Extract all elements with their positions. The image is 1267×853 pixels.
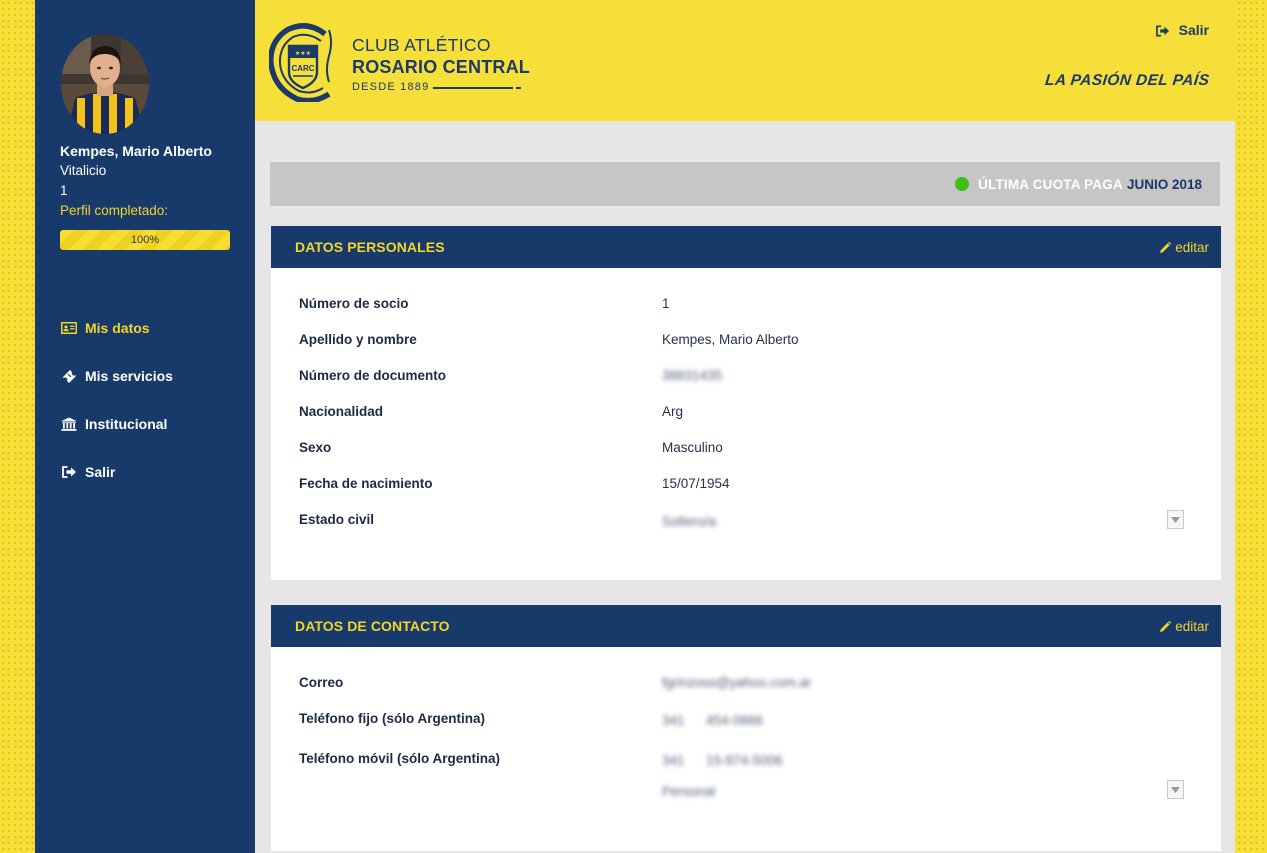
club-founded: DESDE 1889 [352,81,430,93]
personal-data-edit-button[interactable] [1159,240,1209,255]
header-logout-label: Salir [1178,22,1209,38]
header-logout-link[interactable] [1156,22,1209,38]
club-crest-logo [269,22,337,102]
field-value-landline-number: 454-0866 [706,713,764,728]
sidebar-item-salir[interactable] [60,464,115,480]
field-label-email: Correo [299,675,344,690]
field-value-mobile-number: 15-974-5006 [706,753,783,768]
profile-completion-bar [60,230,230,250]
avatar-photo [61,34,149,134]
contact-data-edit-label: editar [1175,619,1209,634]
contact-data-card [271,605,1221,851]
sidebar-item-label: Mis servicios [85,368,173,384]
field-value-member-number: 1 [662,296,670,311]
sign-out-icon [1156,24,1170,36]
personal-data-title: DATOS PERSONALES [295,239,445,255]
contact-data-title: DATOS DE CONTACTO [295,618,450,634]
profile-category: Vitalicio [60,163,107,178]
status-label: ÚLTIMA CUOTA PAGA [978,176,1123,192]
membership-status-bar [270,162,1220,206]
profile-member-number: 1 [60,183,68,198]
pencil-icon [1159,242,1171,254]
field-label-mobile: Teléfono móvil (sólo Argentina) [299,751,501,766]
field-value-mobile-area: 341 [662,753,685,768]
sidebar-item-label: Salir [85,464,116,480]
field-label-document-number: Número de documento [299,368,447,383]
mobile-carrier-dropdown-button[interactable] [1167,780,1184,799]
sidebar-item-mis-datos[interactable] [60,320,150,336]
field-label-sex: Sexo [299,440,332,455]
profile-completion-text: 100% [130,234,160,246]
field-value-nationality: Arg [662,404,684,419]
personal-data-header [271,226,1221,268]
svg-text:★★★: ★★★ [294,51,312,57]
field-value-email: fgrinzoss@yahoo.com.ar [662,675,812,690]
chevron-down-icon [1171,517,1180,523]
contact-data-header [271,605,1221,647]
sidebar-item-mis-servicios[interactable] [60,368,173,384]
pencil-icon [1159,621,1171,633]
field-value-document-number: 38831435 [662,368,723,383]
profile-name: Kempes, Mario Alberto [60,143,212,159]
field-value-full-name: Kempes, Mario Alberto [662,332,799,347]
field-label-birth-date: Fecha de nacimiento [299,476,433,491]
status-indicator-dot [955,177,969,191]
personal-data-edit-label: editar [1175,240,1209,255]
avatar [61,34,149,134]
club-name-line1: CLUB ATLÉTICO [352,35,491,55]
institution-icon [60,417,78,431]
club-founded-dash [516,87,521,89]
id-card-icon [60,321,78,335]
personal-data-card [271,226,1221,580]
crest-text: CARC [291,64,315,73]
sidebar-item-institucional[interactable] [60,416,167,432]
chevron-down-icon [1171,787,1180,793]
marital-status-select[interactable]: Soltero/a [662,514,717,529]
marital-status-dropdown-button[interactable] [1167,510,1184,529]
sign-out-icon [60,465,78,479]
field-value-sex: Masculino [662,440,723,455]
ticket-icon [60,369,78,383]
field-label-landline: Teléfono fijo (sólo Argentina) [299,711,485,726]
main-content [255,121,1235,853]
field-label-nationality: Nacionalidad [299,404,384,419]
status-value: JUNIO 2018 [1126,176,1202,192]
contact-data-edit-button[interactable] [1159,619,1209,634]
sidebar [35,0,255,853]
mobile-carrier-select[interactable]: Personal [662,784,716,799]
header [255,0,1235,121]
sidebar-item-label: Mis datos [85,320,150,336]
sidebar-item-label: Institucional [85,416,168,432]
field-label-full-name: Apellido y nombre [299,332,417,347]
field-value-birth-date: 15/07/1954 [662,476,730,491]
field-label-marital-status: Estado civil [299,512,375,527]
club-founded-rule [433,87,513,89]
profile-completion-label: Perfil completado: [60,203,169,218]
club-name-line2: ROSARIO CENTRAL [352,57,530,77]
field-label-member-number: Número de socio [299,296,409,311]
field-value-landline-area: 341 [662,713,685,728]
club-slogan: LA PASIÓN DEL PAÍS [1043,72,1210,89]
